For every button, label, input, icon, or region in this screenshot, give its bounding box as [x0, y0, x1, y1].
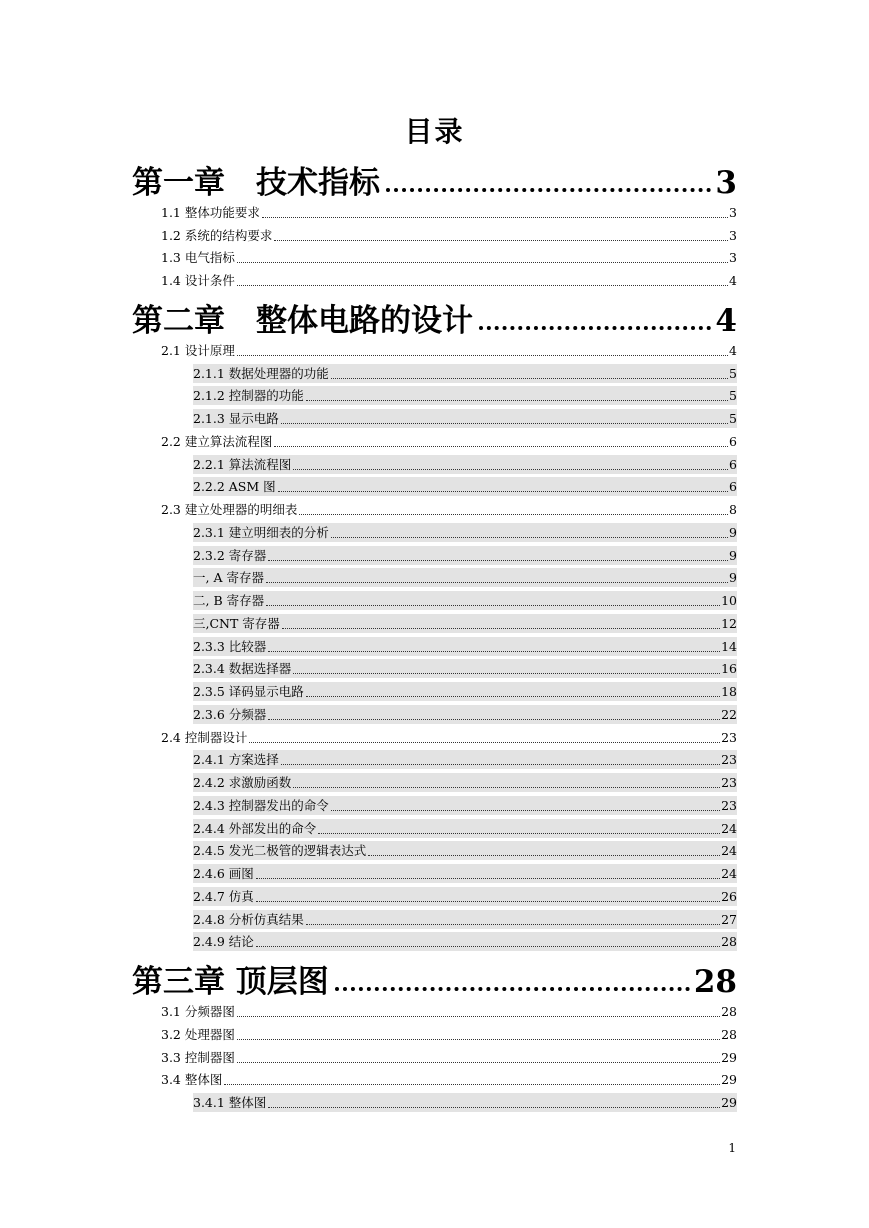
toc-entry-title: 第一章 技术指标	[132, 165, 380, 201]
toc-entry-page: 9	[729, 570, 737, 586]
dot-leader	[266, 605, 720, 606]
dot-leader	[331, 810, 720, 811]
toc-entry-title: 2.3 建立处理器的明细表	[161, 502, 298, 517]
toc-entry[interactable]	[132, 610, 737, 633]
toc-entry-page: 27	[721, 911, 737, 927]
toc-entry-title: 1.3 电气指标	[161, 250, 235, 266]
toc-entry-page: 23	[721, 729, 737, 745]
toc-entry[interactable]	[132, 519, 737, 542]
toc-entry-title: 3.1 分频器图	[161, 1004, 235, 1019]
toc-entry-title: 2.4.4 外部发出的命令	[193, 820, 317, 836]
toc-entry-page: 28	[693, 964, 737, 1001]
dot-leader	[224, 1084, 720, 1085]
toc-entry[interactable]	[132, 998, 737, 1021]
toc-entry-page: 8	[729, 502, 737, 517]
toc-entry-title: 2.3.2 寄存器	[193, 547, 267, 563]
toc-entry[interactable]	[132, 769, 737, 792]
dot-leader	[299, 514, 728, 515]
toc-entry-title: 2.2.2 ASM 图	[193, 479, 276, 495]
toc-entry[interactable]	[132, 428, 737, 451]
toc-entry[interactable]	[132, 701, 737, 724]
toc-entry[interactable]	[132, 222, 737, 245]
dot-leader	[331, 378, 728, 379]
toc-chapter-entry[interactable]	[132, 290, 737, 337]
dot-leader	[268, 651, 720, 652]
dot-leader	[268, 560, 728, 561]
toc-entry-title: 2.3.4 数据选择器	[193, 661, 292, 677]
toc-entry[interactable]	[132, 860, 737, 883]
dot-leader	[249, 742, 720, 743]
toc-entry-title: 1.1 整体功能要求	[161, 204, 260, 220]
dot-leader	[256, 946, 720, 947]
toc-entry-title: 一, A 寄存器	[193, 570, 264, 586]
dot-leader	[237, 1016, 720, 1017]
toc-entry-title: 2.4.3 控制器发出的命令	[193, 797, 329, 813]
toc-entry-page: 4	[729, 273, 737, 288]
dot-leader	[479, 326, 711, 330]
toc-entry-page: 28	[721, 1026, 737, 1042]
toc-entry[interactable]	[132, 199, 737, 222]
toc-entry[interactable]	[132, 1044, 737, 1067]
toc-entry[interactable]	[132, 633, 737, 656]
toc-entry-page: 4	[729, 342, 737, 358]
toc-entry-page: 28	[721, 1004, 737, 1019]
dot-leader	[237, 1039, 720, 1040]
toc-entry-page: 24	[721, 866, 737, 881]
toc-entry-title: 1.2 系统的结构要求	[161, 227, 273, 243]
toc-entry[interactable]	[132, 1089, 737, 1112]
toc-entry-page: 5	[729, 365, 737, 381]
toc-entry[interactable]	[132, 587, 737, 610]
toc-entry-title: 三,CNT 寄存器	[193, 615, 280, 631]
toc-entry-title: 2.3.5 译码显示电路	[193, 684, 304, 699]
toc-entry-title: 第三章 顶层图	[132, 964, 329, 1001]
toc-entry[interactable]	[132, 383, 737, 406]
dot-leader	[268, 719, 720, 720]
dot-leader	[306, 696, 720, 697]
dot-leader	[293, 787, 720, 788]
dot-leader	[237, 262, 728, 263]
toc-entry-page: 22	[721, 706, 737, 722]
toc-entry-title: 1.4 设计条件	[161, 273, 235, 288]
toc-entry-page: 23	[721, 775, 737, 790]
dot-leader	[274, 446, 728, 447]
toc-entry-title: 2.2.1 算法流程图	[193, 456, 292, 472]
dot-leader	[331, 537, 728, 538]
toc-entry[interactable]	[132, 1021, 737, 1044]
toc-entry-title: 2.3.1 建立明细表的分析	[193, 524, 329, 540]
toc-entry-page: 10	[721, 593, 737, 608]
toc-entry-page: 12	[721, 615, 737, 631]
dot-leader	[256, 878, 720, 879]
toc-entry-page: 5	[729, 388, 737, 404]
toc-entry-title: 2.4 控制器设计	[161, 729, 248, 745]
toc-chapter-entry[interactable]	[132, 152, 737, 199]
dot-leader	[293, 469, 728, 470]
toc-entry-title: 2.4.2 求激励函数	[193, 775, 292, 790]
toc-entry-page: 3	[729, 204, 737, 220]
dot-leader	[266, 582, 728, 583]
dot-leader	[281, 764, 720, 765]
toc-entry[interactable]	[132, 747, 737, 770]
toc-entry[interactable]	[132, 405, 737, 428]
toc-entry[interactable]	[132, 1067, 737, 1090]
dot-leader	[335, 987, 690, 991]
dot-leader	[256, 901, 720, 902]
dot-leader	[262, 217, 728, 218]
toc-entry[interactable]	[132, 245, 737, 268]
toc-entry-page: 6	[729, 433, 737, 449]
toc-entry-page: 5	[729, 411, 737, 426]
toc-entry-page: 24	[721, 820, 737, 836]
toc-entry[interactable]	[132, 474, 737, 497]
toc-entry-title: 2.1.3 显示电路	[193, 411, 279, 426]
toc-entry-title: 2.4.6 画图	[193, 866, 254, 881]
toc-entry-title: 2.3.3 比较器	[193, 638, 267, 654]
dot-leader	[237, 355, 728, 356]
toc-entry-page: 6	[729, 456, 737, 472]
dot-leader	[282, 628, 720, 629]
toc-entry[interactable]	[132, 337, 737, 360]
dot-leader	[368, 855, 720, 856]
toc-entry-title: 2.1.1 数据处理器的功能	[193, 365, 329, 381]
toc-entry-title: 3.4 整体图	[161, 1072, 223, 1088]
dot-leader	[237, 285, 728, 286]
toc-entry[interactable]	[132, 656, 737, 679]
dot-leader	[306, 924, 720, 925]
toc-entry[interactable]	[132, 883, 737, 906]
dot-leader	[386, 188, 711, 192]
toc-entry-title: 3.2 处理器图	[161, 1026, 235, 1042]
toc-entry-title: 3.4.1 整体图	[193, 1095, 267, 1110]
toc-entry-page: 23	[721, 797, 737, 813]
toc-entry[interactable]	[132, 678, 737, 701]
toc-entry-title: 2.4.9 结论	[193, 934, 254, 950]
dot-leader	[318, 833, 720, 834]
toc-entry-page: 28	[721, 934, 737, 950]
toc-entry-title: 2.4.1 方案选择	[193, 752, 279, 768]
toc-entry[interactable]	[132, 267, 737, 290]
toc-chapter-entry[interactable]	[132, 951, 737, 1001]
toc-entry-page: 4	[715, 303, 737, 339]
dot-leader	[237, 1062, 720, 1063]
toc-entry[interactable]	[132, 838, 737, 861]
toc-entry-page: 18	[721, 684, 737, 699]
page-number: 1	[728, 1141, 736, 1155]
toc-entry-title: 2.4.8 分析仿真结果	[193, 911, 304, 927]
toc-entry-page: 9	[729, 547, 737, 563]
toc-entry-title: 3.3 控制器图	[161, 1049, 235, 1065]
toc-entry-page: 14	[721, 638, 737, 654]
toc-entry-title: 2.1 设计原理	[161, 342, 235, 358]
toc-entry-title: 二, B 寄存器	[193, 593, 265, 608]
toc-entry-title: 2.4.5 发光二极管的逻辑表达式	[193, 843, 367, 859]
toc-entry-page: 3	[729, 250, 737, 266]
dot-leader	[281, 423, 728, 424]
toc-entry[interactable]	[132, 929, 737, 952]
toc-entry[interactable]	[132, 360, 737, 383]
dot-leader	[274, 240, 728, 241]
toc-entry-page: 3	[715, 165, 737, 201]
toc-entry-page: 26	[721, 888, 737, 904]
toc-entry[interactable]	[132, 496, 737, 519]
toc-entry[interactable]	[132, 792, 737, 815]
toc-entry-page: 29	[721, 1095, 737, 1110]
toc-entry-title: 2.3.6 分频器	[193, 706, 267, 722]
table-of-contents	[132, 152, 737, 1112]
toc-entry-page: 9	[729, 524, 737, 540]
dot-leader	[306, 400, 728, 401]
toc-entry-page: 29	[721, 1072, 737, 1088]
toc-entry-title: 第二章 整体电路的设计	[132, 303, 473, 339]
toc-entry-title: 2.1.2 控制器的功能	[193, 388, 304, 404]
toc-entry[interactable]	[132, 815, 737, 838]
toc-entry[interactable]	[132, 451, 737, 474]
toc-entry-page: 29	[721, 1049, 737, 1065]
page-title: 目录	[404, 115, 465, 148]
toc-entry[interactable]	[132, 906, 737, 929]
toc-entry-title: 2.2 建立算法流程图	[161, 433, 273, 449]
dot-leader	[293, 673, 720, 674]
toc-entry-page: 3	[729, 227, 737, 243]
toc-entry-title: 2.4.7 仿真	[193, 888, 254, 904]
toc-entry[interactable]	[132, 724, 737, 747]
toc-entry[interactable]	[132, 542, 737, 565]
dot-leader	[278, 491, 728, 492]
dot-leader	[268, 1107, 720, 1108]
toc-entry-page: 24	[721, 843, 737, 859]
toc-entry[interactable]	[132, 565, 737, 588]
toc-entry-page: 23	[721, 752, 737, 768]
toc-entry-page: 16	[721, 661, 737, 677]
toc-entry-page: 6	[729, 479, 737, 495]
